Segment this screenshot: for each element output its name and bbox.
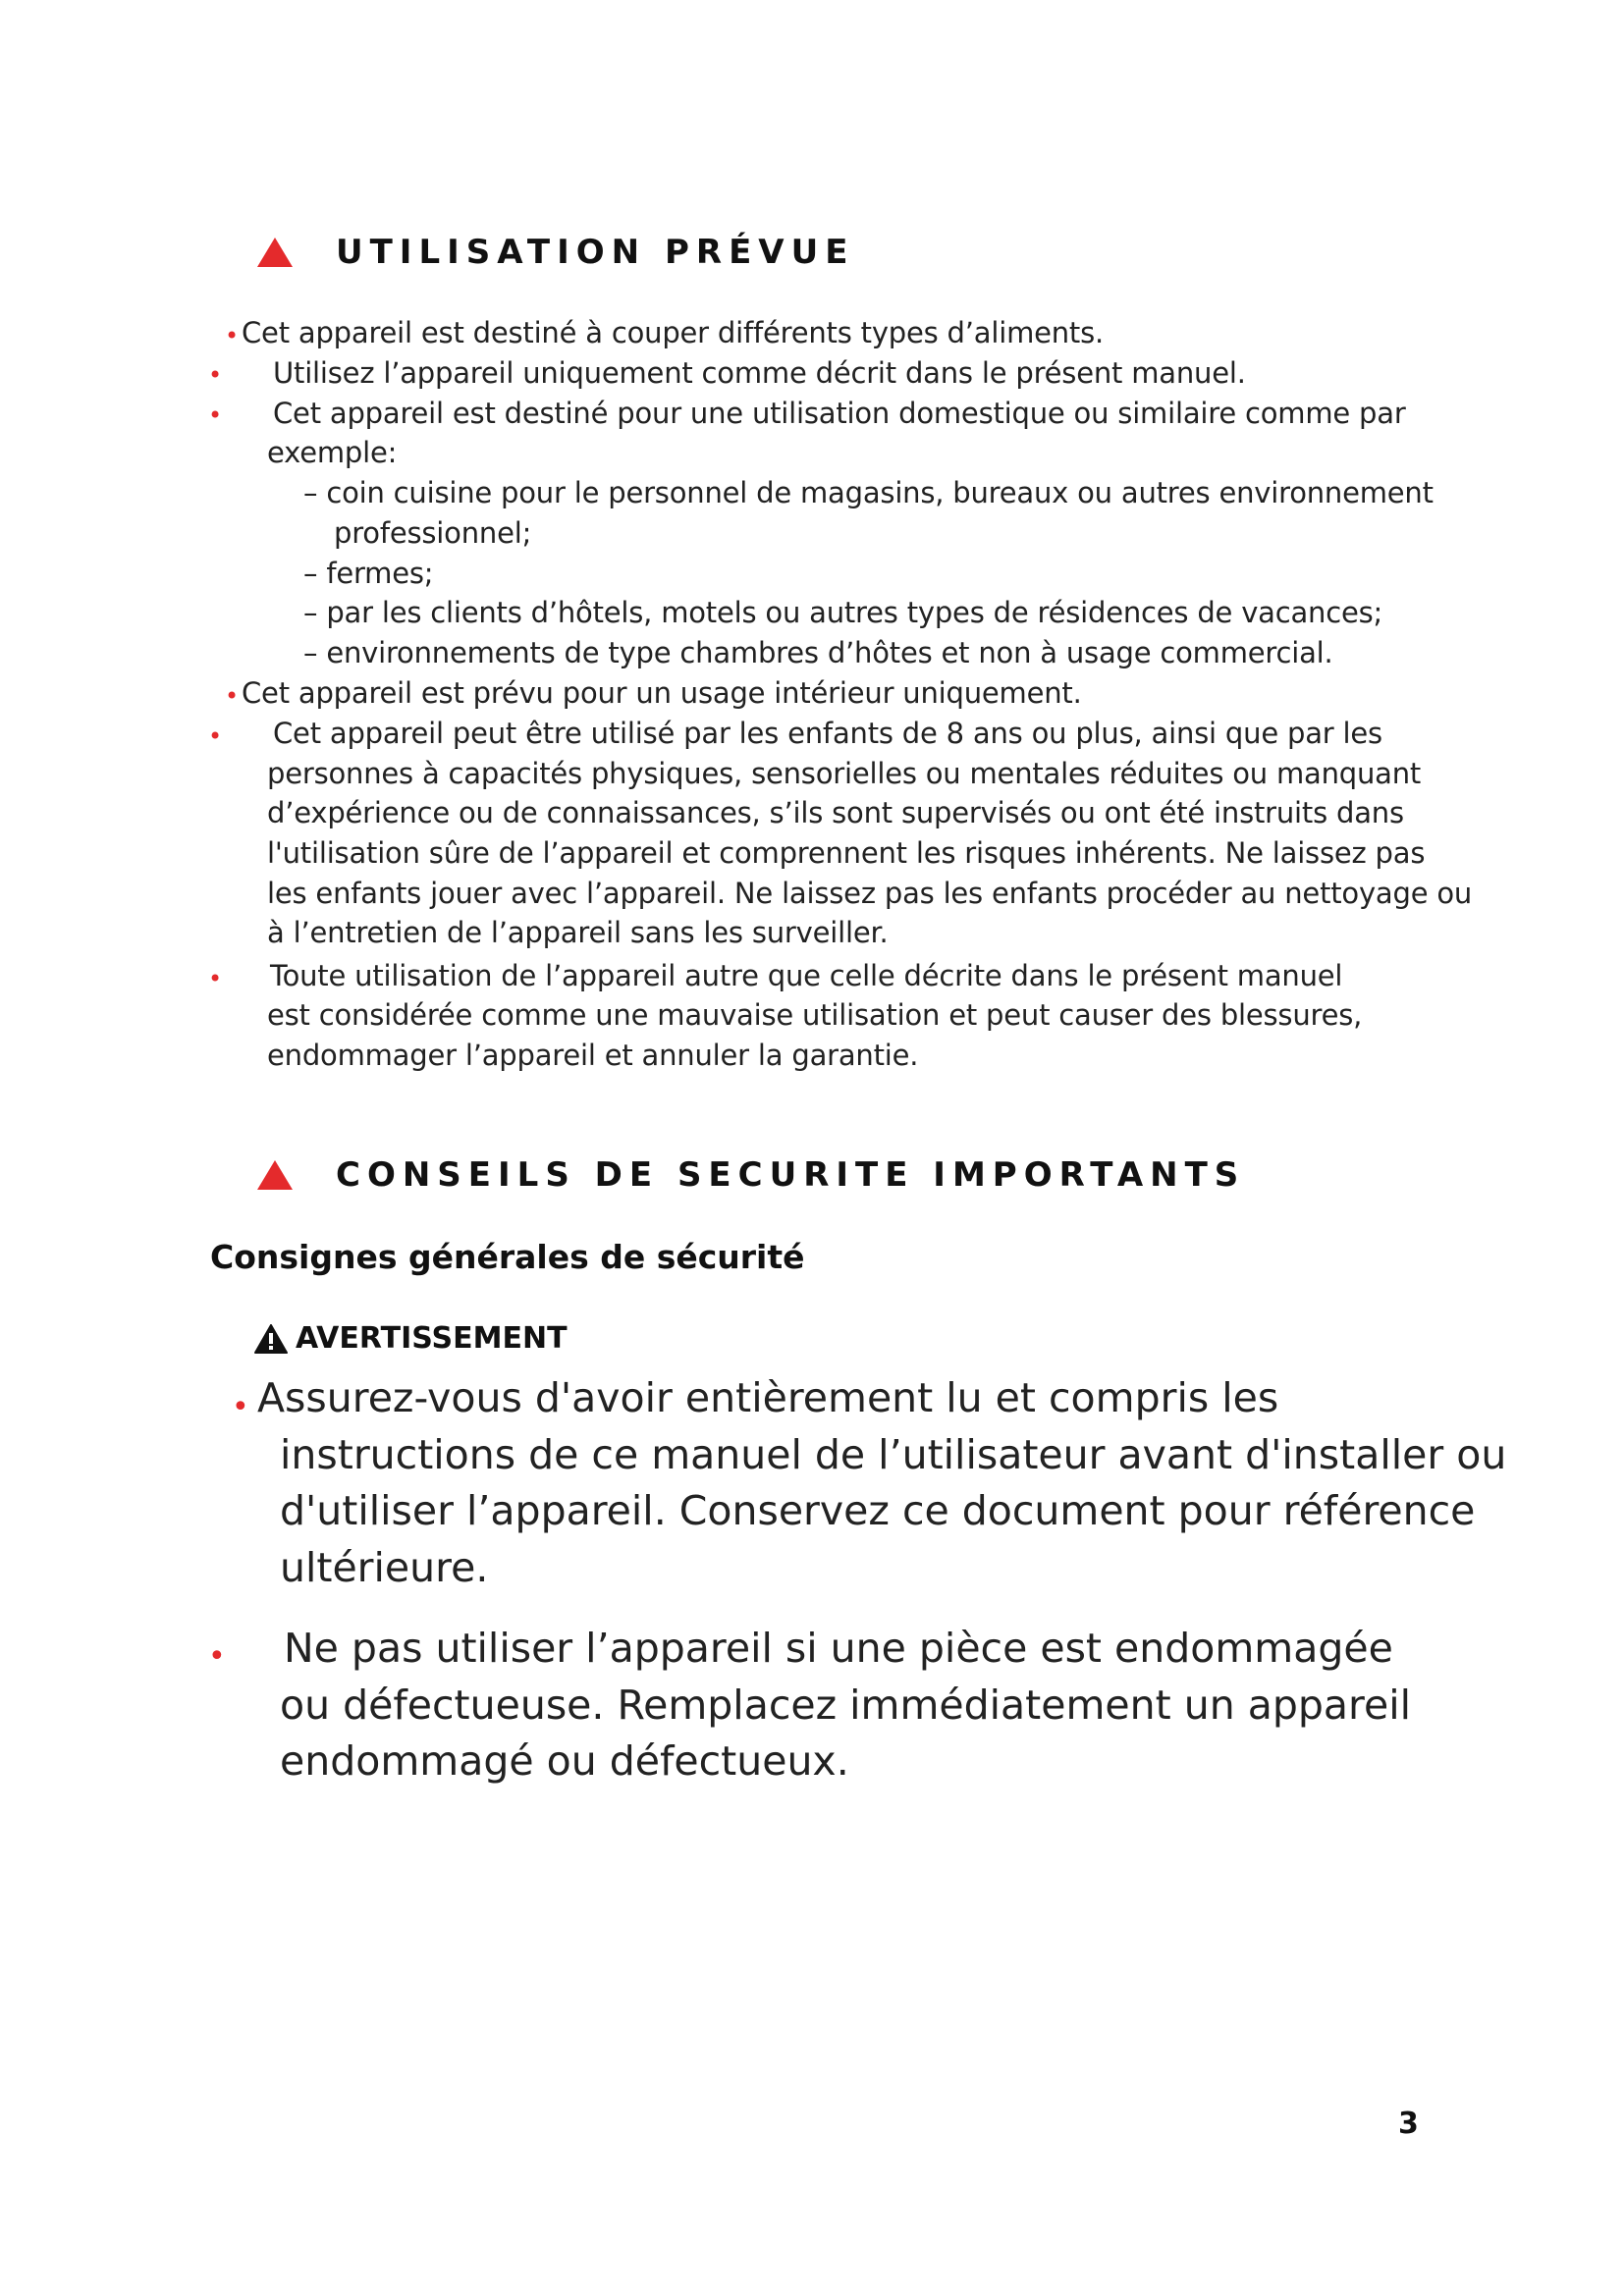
- general-safety-line: Assurez-vous d'avoir entièrement lu et compris les: [257, 1374, 1279, 1421]
- section-title-text: UTILISATION PRÉVUE: [336, 233, 855, 272]
- bullet-icon: •: [225, 322, 240, 349]
- intended-use-line: – coin cuisine pour le personnel de magasins, bureaux ou autres environnement: [303, 476, 1434, 509]
- general-safety-line: endommagé ou défectueux.: [280, 1737, 849, 1785]
- red-triangle-icon: [257, 238, 293, 267]
- intended-use-line: Toute utilisation de l’appareil autre que celle décrite dans le présent manuel: [270, 959, 1343, 992]
- intended-use-line: d’expérience ou de connaissances, s’ils sont supervisés ou ont été instruits dans: [267, 796, 1404, 829]
- red-triangle-icon: [257, 1160, 293, 1190]
- general-safety-line: ultérieure.: [280, 1544, 489, 1591]
- intended-use-line: – environnements de type chambres d’hôtes et non à usage commercial.: [303, 636, 1333, 669]
- intended-use-line: – fermes;: [303, 557, 434, 590]
- intended-use-line: personnes à capacités physiques, sensorielles ou mentales réduites ou manquant: [267, 757, 1422, 790]
- intended-use-line: est considérée comme une mauvaise utilisation et peut causer des blessures,: [267, 998, 1363, 1032]
- section-title-text: CONSEILS DE SECURITE IMPORTANTS: [336, 1155, 1246, 1195]
- section-title-intended-use: [257, 233, 854, 272]
- general-safety-line: instructions de ce manuel de l’utilisateur avant d'installer ou: [280, 1431, 1507, 1478]
- warning-triangle-icon: [254, 1324, 288, 1354]
- general-safety-heading: Consignes générales de sécurité: [210, 1238, 805, 1276]
- bullet-icon: •: [208, 1639, 226, 1674]
- intended-use-line: Cet appareil est prévu pour un usage intérieur uniquement.: [242, 676, 1082, 710]
- bullet-icon: •: [225, 682, 240, 710]
- intended-use-line: les enfants jouer avec l’appareil. Ne laissez pas les enfants procéder au nettoyage ou: [267, 877, 1473, 910]
- section-title-safety: [257, 1155, 1245, 1195]
- intended-use-line: endommager l’appareil et annuler la garantie.: [267, 1039, 919, 1072]
- intended-use-line: l'utilisation sûre de l’appareil et comprennent les risques inhérents. Ne laissez pas: [267, 836, 1426, 870]
- intended-use-line: à l’entretien de l’appareil sans les surveiller.: [267, 916, 889, 949]
- general-safety-line: Ne pas utiliser l’appareil si une pièce est endommagée: [284, 1625, 1393, 1672]
- intended-use-line: Cet appareil est destiné à couper différents types d’aliments.: [242, 316, 1105, 349]
- bullet-icon: •: [208, 722, 223, 750]
- bullet-icon: •: [208, 965, 223, 992]
- warning-label-text: AVERTISSEMENT: [296, 1321, 568, 1356]
- intended-use-line: Utilisez l’appareil uniquement comme décrit dans le présent manuel.: [273, 356, 1246, 390]
- intended-use-line: exemple:: [267, 436, 398, 469]
- bullet-icon: •: [208, 361, 223, 389]
- page-number: 3: [1398, 2107, 1419, 2141]
- intended-use-line: – par les clients d’hôtels, motels ou autres types de résidences de vacances;: [303, 596, 1383, 629]
- bullet-icon: •: [232, 1390, 249, 1424]
- intended-use-line: Cet appareil peut être utilisé par les enfants de 8 ans ou plus, ainsi que par les: [273, 717, 1382, 750]
- general-safety-line: d'utiliser l’appareil. Conservez ce document pour référence: [280, 1487, 1476, 1534]
- bullet-icon: •: [208, 401, 223, 429]
- general-safety-line: ou défectueuse. Remplacez immédiatement un appareil: [280, 1682, 1412, 1729]
- intended-use-line: professionnel;: [334, 516, 532, 550]
- intended-use-line: Cet appareil est destiné pour une utilisation domestique ou similaire comme par: [273, 397, 1406, 430]
- warning-label: [254, 1321, 568, 1356]
